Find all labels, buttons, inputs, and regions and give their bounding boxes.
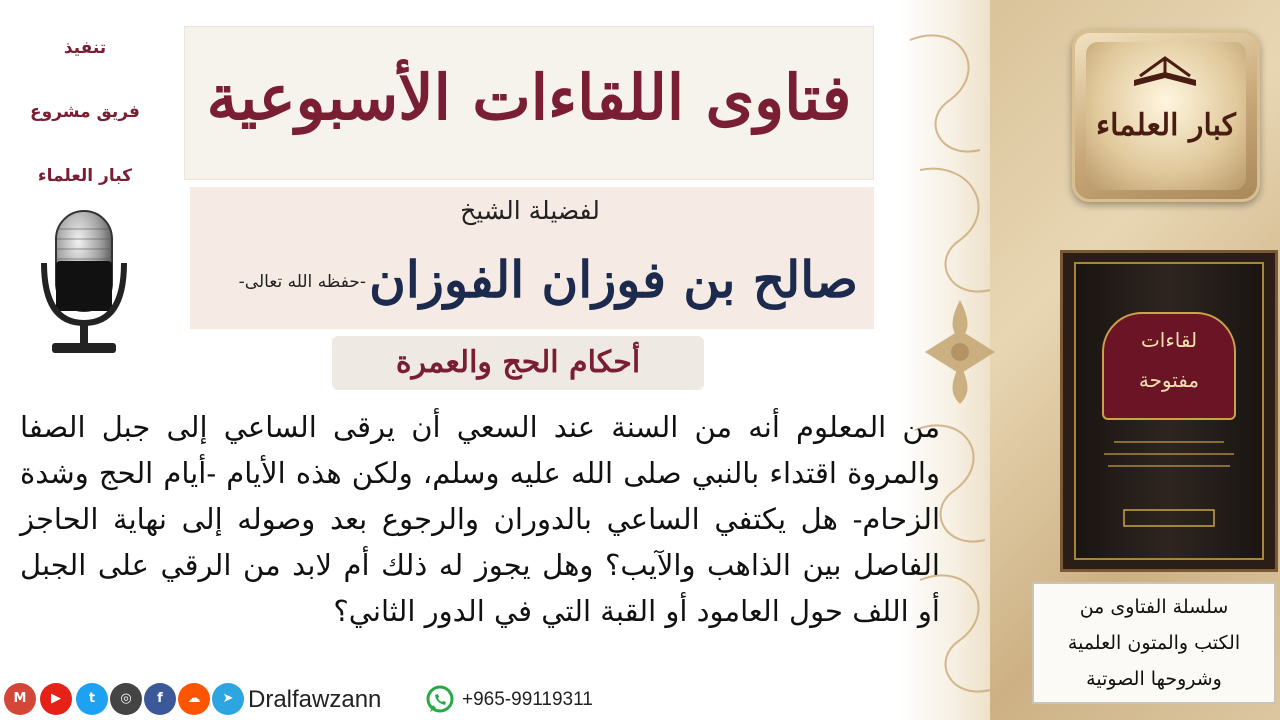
book-title-line-2: مفتوحة [1138,368,1200,392]
book-decoration [1094,432,1244,542]
gmail-icon[interactable]: M [4,683,36,715]
topic-title: أحكام الحج والعمرة [395,345,641,380]
series-line-3: وشروحها الصوتية [1086,668,1222,690]
soundcloud-icon[interactable]: ☁ [178,683,210,715]
question-text: من المعلوم أنه من السنة عند السعي أن يرقى الساعي إلى جبل الصفا والمروة اقتداء بالنبي صلى الله عليه وسلم، ولكن هذه الأيام -أيام الحج وشدة الزحام- هل يكتفي الساعي بالدوران والرجوع بعد وصوله إلى نهاية الحاجز الفاصل بين الذاهب والآيب؟ وهل يجوز له ذلك أم لابد من الرقي على الجبل أو اللف حول العامود أو القبة التي في الدور الثاني؟ [20,410,940,628]
credit-line-1: تنفيذ [63,38,107,58]
facebook-icon[interactable]: f [144,683,176,715]
instagram-icon[interactable]: ◎ [110,683,142,715]
sheikh-name: صالح بن فوزان الفوزان [369,250,858,309]
whatsapp-icon[interactable] [424,684,456,716]
twitter-icon[interactable]: t [76,683,108,715]
social-handle[interactable]: Dralfawzann [248,686,382,713]
sheikh-suffix: -حفظه الله تعالى- [238,272,366,292]
phone-number[interactable]: +965-99119311 [462,689,593,710]
youtube-icon[interactable]: ▶ [40,683,72,715]
telegram-icon[interactable]: ➤ [212,683,244,715]
credit-line-2: فريق مشروع [30,102,140,122]
book-title-line-1: لقاءات [1140,328,1198,352]
page-title: فتاوى اللقاءات الأسبوعية [206,61,852,134]
series-line-2: الكتب والمتون العلمية [1067,632,1241,654]
microphone-icon [36,205,132,357]
logo-text: كبار العلماء [1096,108,1236,143]
series-line-1: سلسلة الفتاوى من [1079,596,1229,618]
credit-line-3: كبار العلماء [37,166,133,186]
sheikh-prefix: لفضيلة الشيخ [460,196,600,225]
open-book-icon [1130,50,1200,90]
